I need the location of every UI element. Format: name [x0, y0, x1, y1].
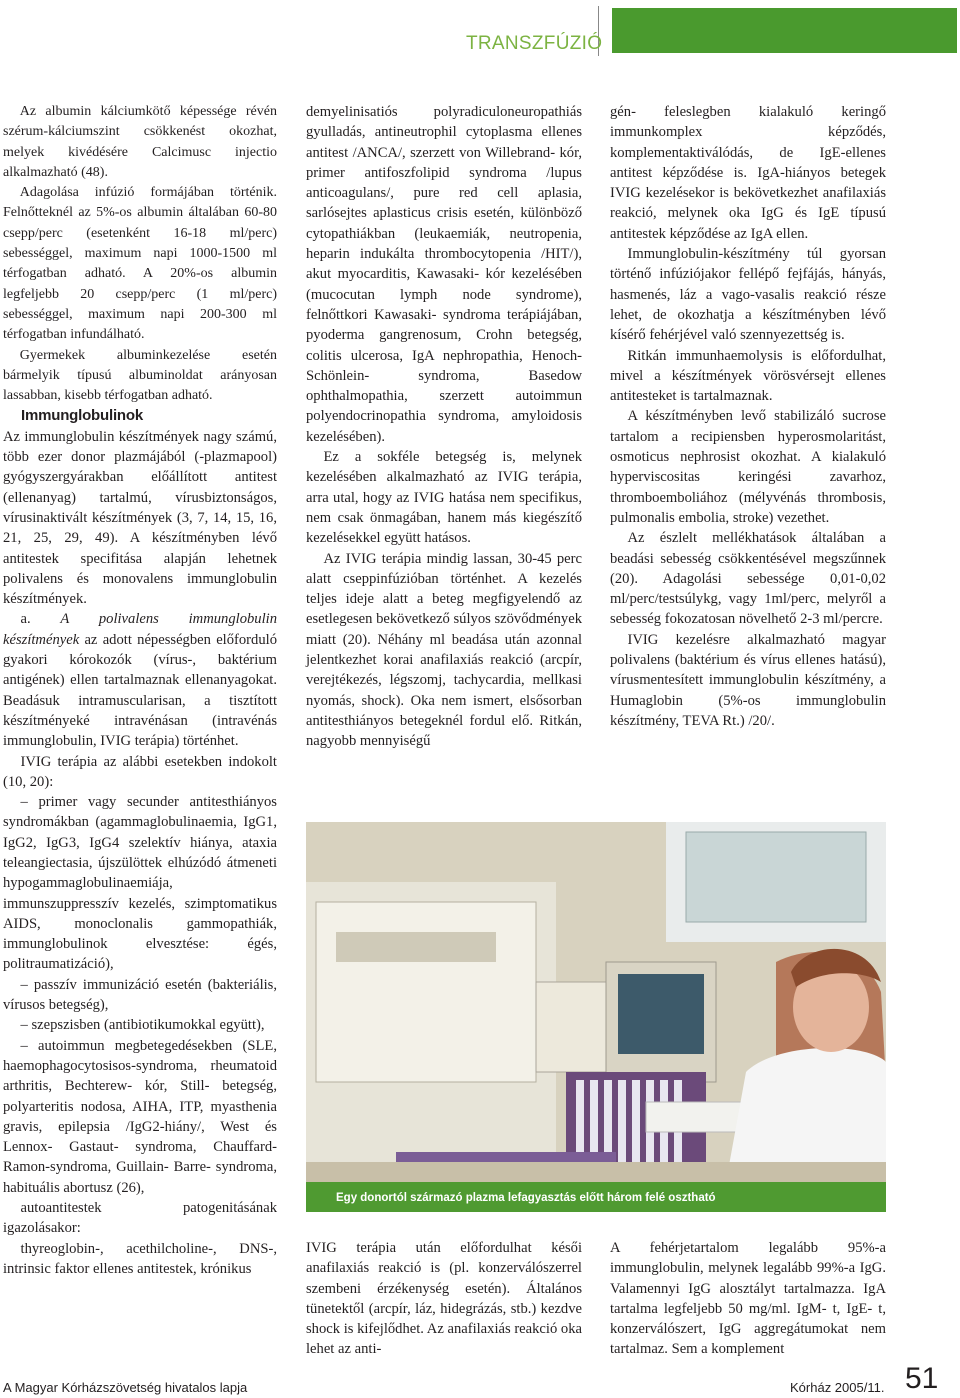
footer-issue: Kórház 2005/11. [790, 1380, 885, 1395]
list-item: – primer vagy secunder antitesthiányos syndromákban (agammaglobulinaemia, IgG1, IgG2, IgG3, IgG4 szelektív hiánya, ataxia teleangiectasia, újszülöttek elhúzódó átmeneti hypogammaglobulinaemiája, immunszuppresszív kezelés, szimptomatikus AIDS, monoclonalis gammopathiák, immunglobulinok elvesztése: égés, politraumatizáció), [3, 794, 277, 973]
paragraph [3, 609, 277, 751]
italic-term: A polivalens immunglobulin készítmények [3, 611, 277, 648]
paragraph: thyreoglobin-, acethilcholine-, DNS-, intrinsic faktor ellenes antitestek, krónikus [3, 1240, 277, 1277]
section-title: TRANSZFÚZIÓ [466, 33, 603, 54]
list-item: – szepszisben (antibiotikumokkal együtt), [20, 1017, 265, 1034]
footer-publication: A Magyar Kórházszövetség hivatalos lapja [3, 1380, 248, 1395]
paragraph: Adagolása infúzió formájában történik. Felnőtteknél az 5%-os albumin általában 60-80 csepp/perc (esetenként 16-18 ml/perc) sebességgel, maximum napi 1000-1500 ml térfogatban adható. A 20%-os albumin legfeljebb 20 csepp/perc (1 ml/perc) sebességgel, maximum napi 200-300 ml térfogatban infundálható. [3, 185, 277, 343]
column-3 [610, 102, 886, 731]
paragraph: Az immunglobulin készítmények nagy számú, több ezer donor plazmájából (-plazmapool) gyógyszergyárakban előállított antitest (ellenanyag) tartalmú, vírusbiztonságos, vírusinaktivált készítmények (3, 7, 14, 15, 16, 21, 25, 29, 49). A készítményben lévő antitestek specifitása alapján lehetnek polivalens és monovalens immunglobulin készítmények. [3, 428, 277, 608]
column-2 [306, 102, 582, 752]
paragraph: Az észlelt mellékhatások általában a beadási sebesség csökkentésével megszűnnek (20). Adagolási sebessége 0,01-0,02 ml/perc/testsúlykg, vagy 1ml/perc, melyről a sebesség fokozatosan növelhető 2-3 ml/percre. [610, 530, 886, 628]
column-1 [3, 102, 277, 1279]
paragraph: IVIG terápia az alábbi esetekben indokolt (10, 20): [3, 753, 277, 790]
column-2-bottom [306, 1238, 582, 1360]
paragraph: demyelinisatiós polyradiculoneuropathiás gyulladás, antineutrophil cytoplasma ellenes antitest /ANCA/, szerzett von Willebrand- kór, primer antifoszfolipid syndroma /lupus anticoagulans/, pure red cell aplasia, sarlósejtes aplasticus crisis esetén, különböző cytopathiákban (leukaemiák, neutropenia, heparin indukálta thrombocytopenia /HIT/), akut myocarditis, Kawasaki- kór kezelésében (mucocutan lymph node syndrome), felnőttkori Kawasaki- syndroma terápiájában, pyoderma gangrenosum, Crohn betegség, colitis ulcerosa, IgA nephropathia, Henoch-Schönlein- syndroma, Basedow ophthalmopathia, szerzett autoimmun polyendocrinopathia syndroma, amyloidosis kezelésében). [306, 104, 582, 445]
paragraph: IVIG terápia után előfordulhat késői anafilaxiás reakció is (pl. konzerválószerrel szembeni érzékenység esetén). Általános tünetektől (arcpír, láz, hidegrázás, stb.) kezdve shock is kifejlődhet. Az anafilaxiás reakció oka lehet az anti- [306, 1240, 582, 1358]
column-3-bottom [610, 1238, 886, 1360]
paragraph: Ritkán immunhaemolysis is előfordulhat, mivel a készítmények vörösvérsejt ellenes antitesteket is tartalmaznak. [610, 347, 886, 405]
paragraph: IVIG kezelésre alkalmazható magyar polivalens (baktérium és vírus ellenes hatású), vírusmentesített immunglobulin készítmény, a Humaglobin (5%-os immunglobulin készítmény, TEVA Rt.) /20/. [610, 631, 886, 729]
paragraph: Immunglobulin-készítmény túl gyorsan történő infúziójakor fellépő fejfájás, hányás, hasmenés, láz a vago-vasalis reakció része lehet, de okozhatja a készítményben lévő kísérő fehérjével való szennyezettség is. [610, 246, 886, 344]
section-heading: Immunglobulinok [21, 407, 143, 425]
header-color-block [612, 8, 957, 53]
caption-bar [306, 1182, 886, 1212]
paragraph: gén- feleslegben kialakuló keringő immunkomplex képződés, komplementaktiválódás, de IgE-ellenes antitest képződése is. IgA-hiányos betegek IVIG kezelésekor is bekövetkezhet anafilaxiás reakció, melynek oka IgG és IgE típusú antitestek képződése az IgA ellen. [610, 104, 886, 242]
paragraph: A készítményben levő stabilizáló sucrose tartalom a recipiensben hyperosmolaritást, osmoticus nephrosist okozhat. A kialakuló hyperviscositas keringési zavarhoz, thromboemboliához (mélyvénás thrombosis, pulmonalis embolia, stroke) vezethet. [610, 408, 886, 526]
lab-photo-illustration [306, 822, 886, 1212]
photo-caption: Egy donortól származó plazma lefagyasztás előtt három felé osztható [336, 1192, 716, 1204]
list-marker: a. [20, 611, 61, 628]
paragraph-text: az adott népességben előforduló gyakori kórokozók (vírus-, baktérium antigének) ellen tartalmaznak ellenanyagokat. Beadásuk intramuscularisan, a tisztított készítményeké intravénásan (intravénás immunglobulin, IVIG terápia) történhet. [3, 631, 277, 750]
paragraph: autoantitestek patogenitásának igazolásakor: [3, 1200, 277, 1237]
paragraph: Az albumin kálciumkötő képessége révén szérum-kálciumszint csökkenést okozhat, melyek kivédésére Calcimusc injectio alkalmazható (48). [3, 104, 277, 180]
paragraph: Gyermekek albuminkezelése esetén bármelyik típusú albuminoldat arányosan lassabban, kisebb térfogatban adható. [3, 347, 277, 404]
list-item: – passzív immunizáció esetén (bakteriális, vírusos betegség), [3, 976, 277, 1014]
lab-photo [306, 822, 886, 1212]
page-number: 51 [905, 1362, 939, 1395]
paragraph: Ez a sokféle betegség is, melynek kezelésében alkalmazható az IVIG terápia, arra utal, hogy az IVIG hatása nem specifikus, nem csak önmagában, hanem más kiegészítő kezelésekkel együtt hatásos. [306, 449, 582, 547]
paragraph: Az IVIG terápia mindig lassan, 30-45 perc alatt cseppinfúzióban történhet. A kezelés teljes ideje alatt a beteg megfigyelendő az esetlegesen bekövetkező súlyos szövődmények miatt (20). Néhány ml beadása után azonnal jelentkezhet korai anafilaxiás reakció (arcpír, verejtékezés, légszomj, tachycardia, mellkasi nyomás, shock). Oka nem ismert, elsősorban antitesthiányos betegeknél fordul elő. Ritkán, nagyobb mennyiségű [306, 550, 582, 750]
list-item: – autoimmun megbetegedésekben (SLE, haemophagocytosisos-syndroma, rheumatoid arthritis, Bechterew- kór, Still- betegség, polyarteritis nodosa, AIHA, ITP, myasthenia gravis, epilepsia /IgG2-hiány/, West és Lennox- Gastaut- syndroma, Chauffard-Ramon-syndroma, Guillain- Barre- syndroma, habituális abortusz (26), [3, 1037, 277, 1196]
paragraph: A fehérjetartalom legalább 95%-a immunglobulin, melynek legalább 99%-a IgG. Valamennyi IgG alosztályt tartalmazza. IgA tartalma legfeljebb 50 mg/ml. IgM- t, IgE- t, konzerválószert, IgG aggregátumokat nem tartalmaz. Sem a komplement [610, 1240, 886, 1358]
